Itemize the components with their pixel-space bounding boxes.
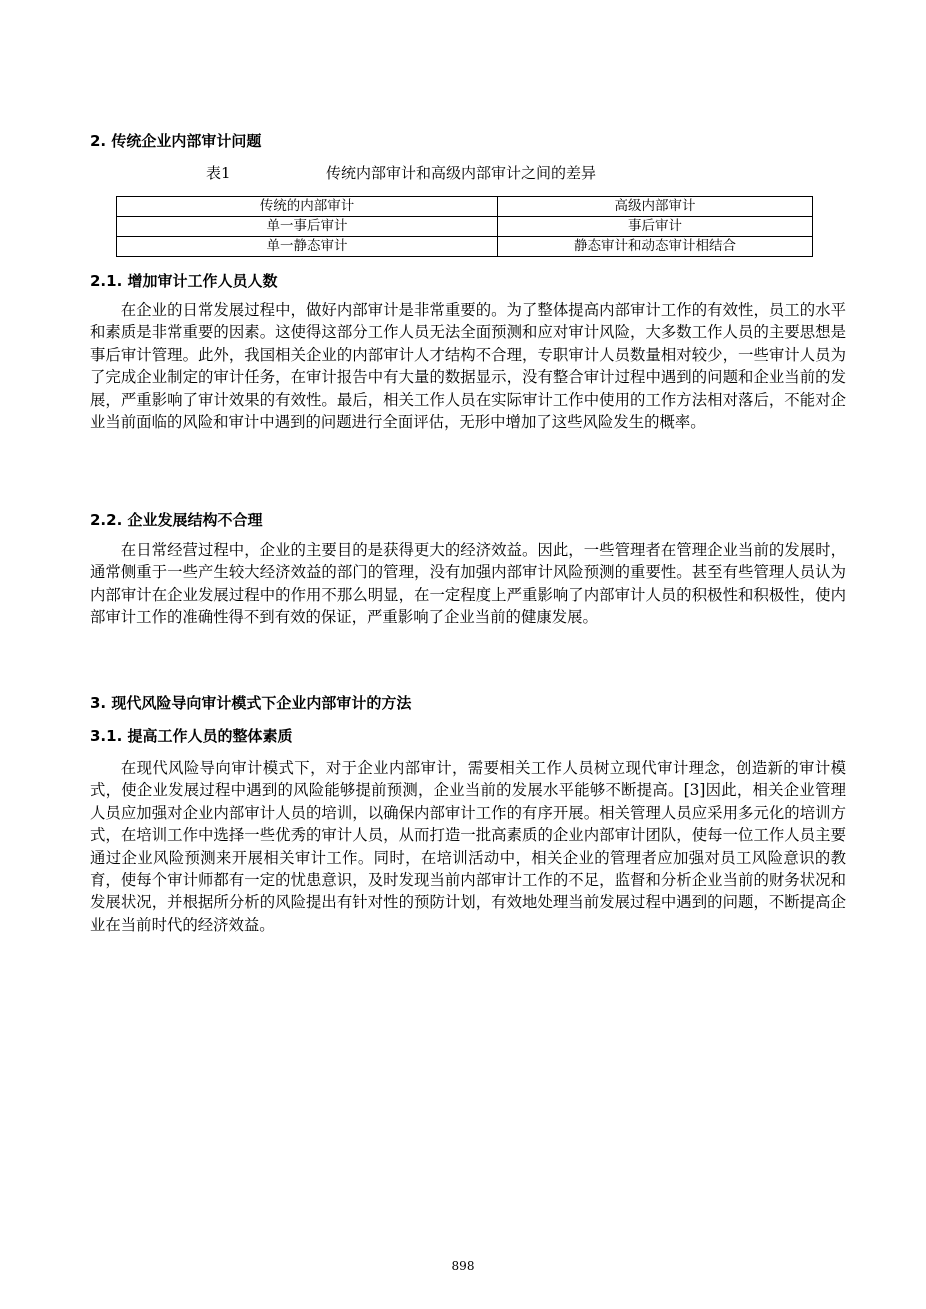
section-3-heading: 3. 现代风险导向审计模式下企业内部审计的方法	[90, 694, 412, 712]
page-number: 898	[451, 1259, 475, 1273]
table-cell: 事后审计	[498, 217, 813, 237]
table-header-row	[117, 197, 813, 217]
table-label: 表1	[206, 164, 231, 182]
section-3-1-paragraph: 在现代风险导向审计模式下，对于企业内部审计，需要相关工作人员树立现代审计理念，创造新的审计模式，使企业发展过程中遇到的风险能够提前预测，企业当前的发展水平能够不断提高。[3]因此，相关企业管理人员应加强对企业内部审计人员的培训，以确保内部审计工作的有序开展。相关管理人员应采用多元化的培训方式，在培训工作中选择一些优秀的审计人员，从而打造一批高素质的企业内部审计团队，使每一位工作人员主要通过企业风险预测来开展相关审计工作。同时，在培训活动中，相关企业的管理者应加强对员工风险意识的教育，使每个审计师都有一定的忧患意识，及时发现当前内部审计工作的不足，监督和分析企业当前的财务状况和发展状况，并根据所分析的风险提出有针对性的预防计划，有效地处理当前发展过程中遇到的问题，不断提高企业在当前时代的经济效益。	[90, 759, 846, 934]
table-header-cell: 高级内部审计	[498, 197, 813, 217]
section-2-2-heading: 2.2. 企业发展结构不合理	[90, 511, 263, 529]
section-3-1-heading: 3.1. 提高工作人员的整体素质	[90, 727, 293, 745]
table-header-cell: 传统的内部审计	[117, 197, 498, 217]
table-caption	[206, 163, 596, 183]
section-2-heading: 2. 传统企业内部审计问题	[90, 132, 262, 150]
section-2-2-paragraph: 在日常经营过程中，企业的主要目的是获得更大的经济效益。因此，一些管理者在管理企业当前的发展时，通常侧重于一些产生较大经济效益的部门的管理，没有加强内部审计风险预测的重要性。甚至有些管理人员认为内部审计在企业发展过程中的作用不那么明显，在一定程度上严重影响了内部审计人员的积极性和积极性，使内部审计工作的准确性得不到有效的保证，严重影响了企业当前的健康发展。	[90, 541, 846, 627]
table-title: 传统内部审计和高级内部审计之间的差异	[326, 164, 597, 182]
section-2-1-heading: 2.1. 增加审计工作人员人数	[90, 272, 278, 290]
table-cell: 单一事后审计	[117, 217, 498, 237]
comparison-table	[116, 196, 813, 257]
table-cell: 静态审计和动态审计相结合	[498, 237, 813, 257]
table-row	[117, 237, 813, 257]
table-row	[117, 217, 813, 237]
section-2-1-paragraph: 在企业的日常发展过程中，做好内部审计是非常重要的。为了整体提高内部审计工作的有效性，员工的水平和素质是非常重要的因素。这使得这部分工作人员无法全面预测和应对审计风险，大多数工作人员的主要思想是事后审计管理。此外，我国相关企业的内部审计人才结构不合理，专职审计人员数量相对较少，一些审计人员为了完成企业制定的审计任务，在审计报告中有大量的数据显示，没有整合审计过程中遇到的问题和企业当前的发展，严重影响了审计效果的有效性。最后，相关工作人员在实际审计工作中使用的工作方法相对落后，不能对企业当前面临的风险和审计中遇到的问题进行全面评估，无形中增加了这些风险发生的概率。	[90, 301, 846, 432]
table-cell: 单一静态审计	[117, 237, 498, 257]
